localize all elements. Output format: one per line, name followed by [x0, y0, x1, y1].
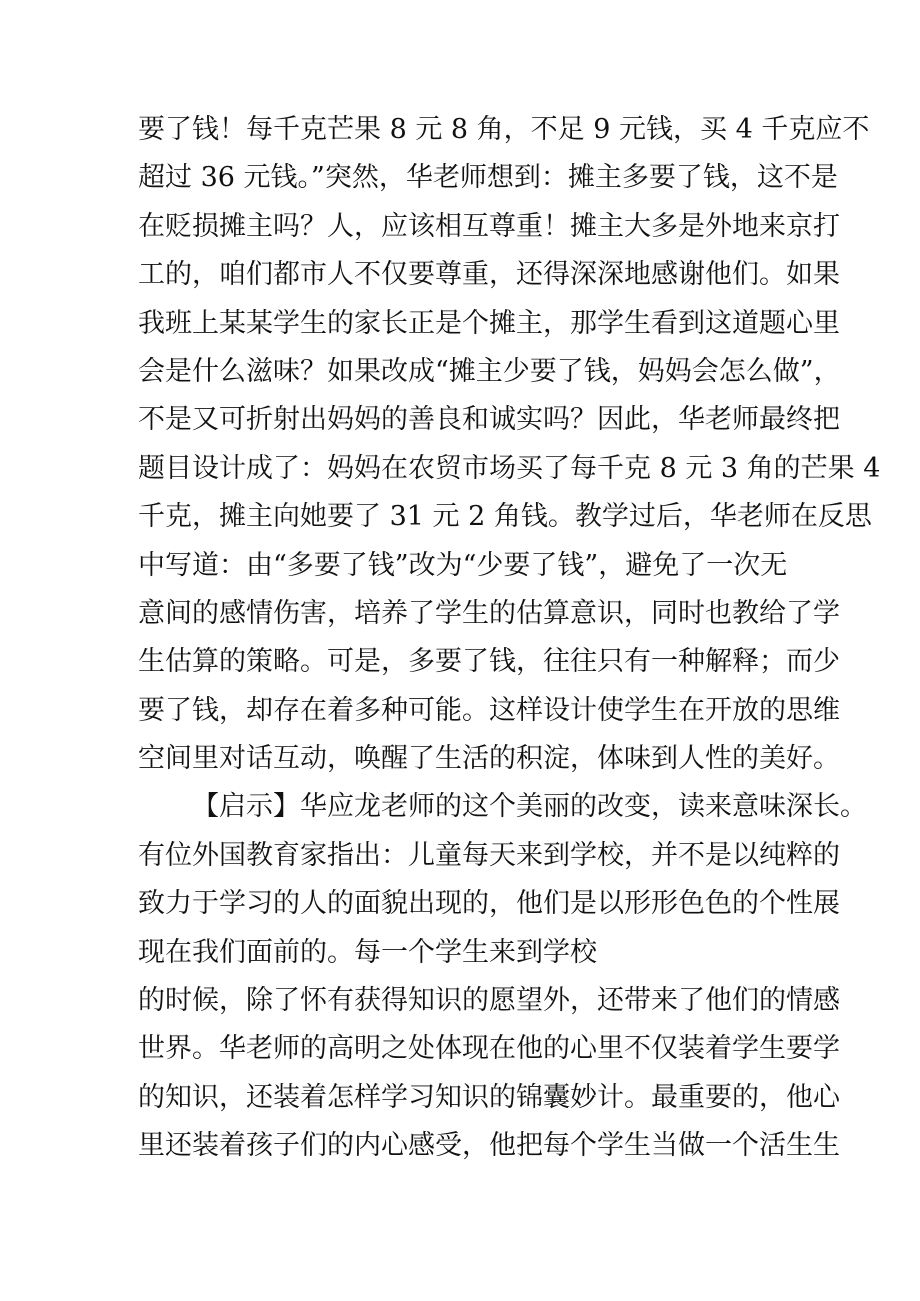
text-line: 要了钱，却存在着多种可能。这样设计使学生在开放的思维 — [138, 694, 840, 726]
text-line: 在贬损摊主吗？人，应该相互尊重！摊主大多是外地来京打 — [138, 210, 840, 242]
text-line: 我班上某某学生的家长正是个摊主，那学生看到这道题心里 — [138, 307, 840, 339]
text-line: 现在我们面前的。每一个学生来到学校 — [138, 936, 597, 968]
text-line: 生估算的策略。可是，多要了钱，往往只有一种解释；而少 — [138, 646, 840, 678]
text-line: 千克，摊主向她要了 31 元 2 角钱。教学过后，华老师在反思 — [138, 501, 872, 533]
text-line: 意间的感情伤害，培养了学生的估算意识，同时也教给了学 — [138, 597, 840, 629]
text-line: 工的，咱们都市人不仅要尊重，还得深深地感谢他们。如果 — [138, 259, 840, 291]
text-line: 里还装着孩子们的内心感受，他把每个学生当做一个活生生 — [138, 1130, 840, 1162]
text-line: 不是又可折射出妈妈的善良和诚实吗？因此，华老师最终把 — [138, 404, 840, 436]
text-line: 超过 36 元钱。”突然，华老师想到：摊主多要了钱，这不是 — [138, 162, 838, 194]
text-line: 世界。华老师的高明之处体现在他的心里不仅装着学生要学 — [138, 1033, 840, 1065]
paragraph-start-line: 【启示】华应龙老师的这个美丽的改变，读来意味深长。 — [192, 791, 867, 823]
text-line: 的知识，还装着怎样学习知识的锦囊妙计。最重要的，他心 — [138, 1081, 840, 1113]
text-line: 的时候，除了怀有获得知识的愿望外，还带来了他们的情感 — [138, 985, 840, 1017]
text-line: 致力于学习的人的面貌出现的，他们是以形形色色的个性展 — [138, 888, 840, 920]
body-text — [138, 106, 881, 1171]
text-line: 空间里对话互动，唤醒了生活的积淀，体味到人性的美好。 — [138, 743, 840, 775]
text-line: 题目设计成了：妈妈在农贸市场买了每千克 8 元 3 角的芒果 4 — [138, 452, 881, 484]
text-line: 中写道：由“多要了钱”改为“少要了钱”，避免了一次无 — [138, 549, 788, 581]
text-line: 有位外国教育家指出：儿童每天来到学校，并不是以纯粹的 — [138, 839, 840, 871]
text-line: 要了钱！每千克芒果 8 元 8 角，不足 9 元钱，买 4 千克应不 — [138, 114, 870, 145]
text-line: 会是什么滋味？如果改成“摊主少要了钱，妈妈会怎么做”， — [138, 355, 841, 387]
